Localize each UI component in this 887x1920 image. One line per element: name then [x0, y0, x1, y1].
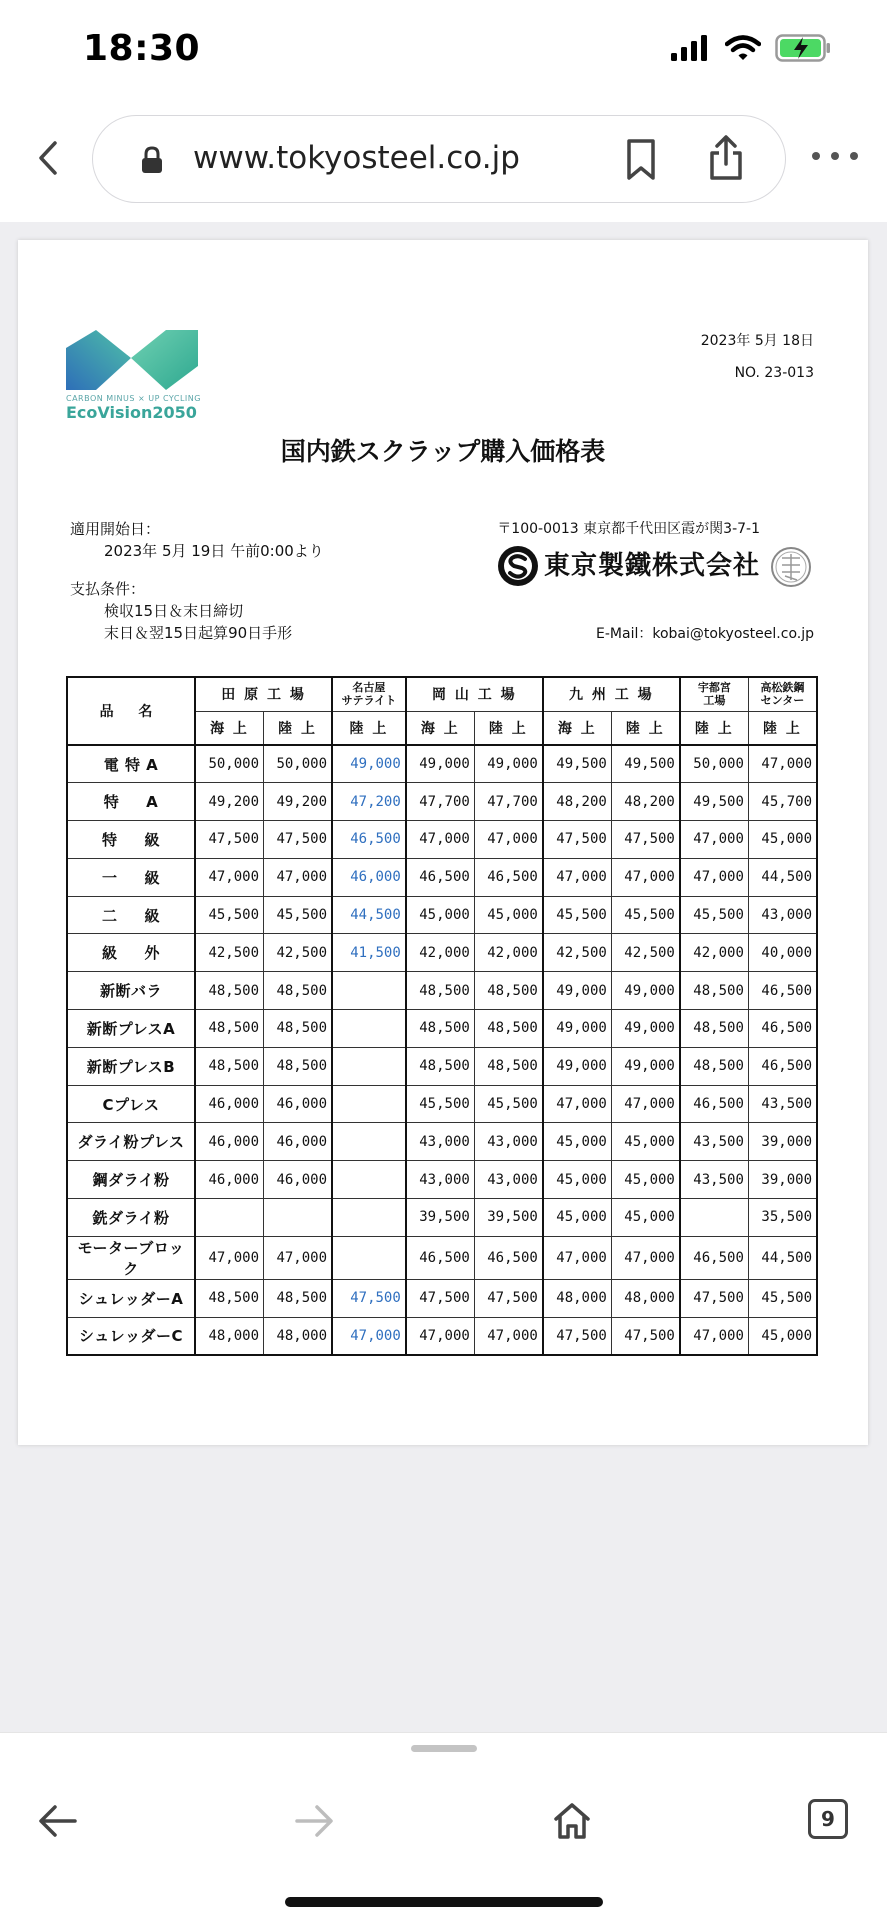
price-cell: 45,500: [680, 896, 749, 934]
price-cell: 47,000: [264, 1236, 333, 1279]
price-cell: 49,000: [543, 1047, 612, 1085]
price-cell: 39,500: [406, 1199, 475, 1237]
plant-header-kyushu: 九 州 工 場: [543, 677, 680, 711]
price-cell: 42,500: [611, 934, 680, 972]
table-row: [67, 1161, 817, 1199]
start-date-label: 適用開始日：: [70, 520, 161, 538]
price-cell: 47,000: [543, 1085, 612, 1123]
price-cell: 48,200: [611, 783, 680, 821]
company-seal-icon: [770, 546, 812, 588]
price-cell: 45,000: [474, 896, 543, 934]
land-header: 陸 上: [680, 711, 749, 745]
share-button[interactable]: [707, 134, 751, 182]
document-date: 2023年 5月 18日: [700, 333, 814, 349]
item-name-cell: シュレッダーA: [67, 1279, 195, 1317]
price-cell: 46,500: [748, 1010, 817, 1048]
price-cell: 47,500: [543, 821, 612, 859]
price-cell: 49,000: [611, 1010, 680, 1048]
price-cell: 49,000: [474, 745, 543, 783]
land-header: 陸 上: [748, 711, 817, 745]
sheet-grabber[interactable]: [411, 1745, 477, 1752]
price-cell: 46,500: [748, 1047, 817, 1085]
price-cell: 49,200: [195, 783, 264, 821]
lock-icon: [141, 146, 163, 174]
chevron-left-icon: [37, 140, 59, 176]
item-name-cell: シュレッダーC: [67, 1317, 195, 1355]
item-name-cell: 特 A: [67, 783, 195, 821]
plant-header-nagoya: 名古屋 サテライト: [332, 677, 406, 711]
price-cell: [332, 1047, 406, 1085]
home-indicator: [285, 1897, 603, 1907]
price-cell: 50,000: [680, 745, 749, 783]
plant-header-tahara: 田 原 工 場: [195, 677, 332, 711]
plant-header-utsunomiya: 宇都宮 工場: [680, 677, 749, 711]
contact-email: E-Mail：kobai@tokyosteel.co.jp: [596, 626, 814, 642]
price-cell: 47,000: [611, 1085, 680, 1123]
status-time: 18:30: [83, 28, 201, 69]
price-cell: 47,700: [474, 783, 543, 821]
status-icons: [671, 34, 831, 62]
price-cell: 47,000: [543, 1236, 612, 1279]
price-cell: 49,500: [611, 745, 680, 783]
table-row: [67, 1047, 817, 1085]
price-cell: 45,500: [195, 896, 264, 934]
price-cell: 50,000: [195, 745, 264, 783]
price-cell: 45,000: [611, 1123, 680, 1161]
table-row: [67, 1123, 817, 1161]
price-cell: [332, 1010, 406, 1048]
price-cell: 48,500: [195, 1279, 264, 1317]
table-row: [67, 821, 817, 859]
price-cell: 42,000: [680, 934, 749, 972]
price-cell: 48,500: [264, 1010, 333, 1048]
price-cell: 49,200: [264, 783, 333, 821]
price-cell: 47,500: [611, 1317, 680, 1355]
price-cell: 47,200: [332, 783, 406, 821]
price-cell: 42,500: [264, 934, 333, 972]
price-cell: 48,500: [406, 1047, 475, 1085]
price-cell: 46,000: [195, 1085, 264, 1123]
table-row: [67, 1317, 817, 1355]
price-cell: 40,000: [748, 934, 817, 972]
price-cell: 49,500: [543, 745, 612, 783]
payment-terms-label: 支払条件：: [70, 580, 146, 598]
price-cell: 48,500: [474, 972, 543, 1010]
price-cell: 43,000: [406, 1123, 475, 1161]
price-cell: 48,500: [680, 972, 749, 1010]
price-cell: 44,500: [332, 896, 406, 934]
table-row: [67, 1010, 817, 1048]
logo-name: EcoVision2050: [66, 403, 197, 422]
item-name-cell: 二 級: [67, 896, 195, 934]
price-cell: [332, 1123, 406, 1161]
table-row: [67, 934, 817, 972]
tabs-button[interactable]: 9: [808, 1799, 848, 1839]
bookmark-icon: [623, 138, 659, 182]
company-name: 東京製鐵株式会社: [544, 551, 761, 581]
price-cell: 47,000: [611, 858, 680, 896]
price-table-body: [67, 745, 817, 1355]
price-cell: 41,500: [332, 934, 406, 972]
table-row: [67, 1279, 817, 1317]
price-cell: 46,500: [474, 858, 543, 896]
price-cell: 47,000: [195, 858, 264, 896]
price-cell: 48,000: [543, 1279, 612, 1317]
item-name-cell: 鋼ダライ粉: [67, 1161, 195, 1199]
price-cell: 49,000: [543, 972, 612, 1010]
price-cell: 43,000: [474, 1161, 543, 1199]
battery-charging-icon: [775, 34, 831, 62]
browser-back-button[interactable]: [28, 138, 68, 178]
price-cell: 45,500: [406, 1085, 475, 1123]
item-name-cell: 一 級: [67, 858, 195, 896]
price-cell: 44,500: [748, 1236, 817, 1279]
price-cell: 48,500: [680, 1010, 749, 1048]
price-cell: [264, 1199, 333, 1237]
company-address: 〒100-0013 東京都千代田区霞が関3-7-1: [497, 521, 760, 537]
item-name-cell: 新断プレスA: [67, 1010, 195, 1048]
price-cell: 46,500: [474, 1236, 543, 1279]
price-cell: [332, 1161, 406, 1199]
wifi-icon: [725, 35, 761, 61]
sea-header: 海 上: [543, 711, 612, 745]
price-cell: 48,000: [195, 1317, 264, 1355]
sea-header: 海 上: [406, 711, 475, 745]
price-cell: 43,000: [406, 1161, 475, 1199]
price-cell: 47,500: [680, 1279, 749, 1317]
table-row: [67, 1236, 817, 1279]
plant-header-takamatsu: 高松鉄鋼 センター: [748, 677, 817, 711]
price-cell: 46,000: [264, 1161, 333, 1199]
price-cell: 49,500: [680, 783, 749, 821]
price-cell: 49,000: [332, 745, 406, 783]
price-cell: 47,500: [195, 821, 264, 859]
price-cell: 45,000: [543, 1123, 612, 1161]
price-cell: 48,500: [264, 972, 333, 1010]
land-header: 陸 上: [611, 711, 680, 745]
price-cell: 47,000: [680, 1317, 749, 1355]
arrow-right-icon: [294, 1804, 334, 1838]
price-cell: 47,000: [611, 1236, 680, 1279]
share-icon: [707, 134, 745, 182]
item-name-cell: 銑ダライ粉: [67, 1199, 195, 1237]
price-cell: 46,500: [748, 972, 817, 1010]
more-dots-icon: [812, 152, 820, 160]
price-cell: 50,000: [264, 745, 333, 783]
price-cell: 39,000: [748, 1161, 817, 1199]
price-cell: 48,500: [474, 1010, 543, 1048]
start-date-value: 2023年 5月 19日 午前0:00より: [104, 542, 324, 560]
price-cell: [332, 972, 406, 1010]
price-cell: 49,000: [611, 1047, 680, 1085]
status-bar: [0, 0, 887, 100]
price-cell: 46,500: [332, 821, 406, 859]
price-cell: 42,500: [543, 934, 612, 972]
table-row: [67, 972, 817, 1010]
price-cell: 42,000: [406, 934, 475, 972]
price-cell: 47,500: [543, 1317, 612, 1355]
price-cell: 46,500: [406, 1236, 475, 1279]
price-cell: 46,500: [680, 1085, 749, 1123]
price-cell: 48,500: [195, 1047, 264, 1085]
item-name-cell: Cプレス: [67, 1085, 195, 1123]
price-cell: 47,000: [406, 1317, 475, 1355]
price-cell: 45,500: [748, 1279, 817, 1317]
land-header: 陸 上: [264, 711, 333, 745]
item-name-cell: 級 外: [67, 934, 195, 972]
pdf-document-page: [18, 240, 868, 1445]
price-cell: 49,000: [611, 972, 680, 1010]
land-header: 陸 上: [474, 711, 543, 745]
price-cell: 47,500: [474, 1279, 543, 1317]
price-cell: 47,000: [474, 1317, 543, 1355]
cellular-signal-icon: [671, 35, 711, 61]
price-cell: 45,000: [611, 1199, 680, 1237]
sea-header: 海 上: [195, 711, 264, 745]
price-cell: 45,000: [543, 1161, 612, 1199]
item-name-cell: モーターブロック: [67, 1236, 195, 1279]
price-cell: [680, 1199, 749, 1237]
price-cell: 47,700: [406, 783, 475, 821]
payment-terms-line2: 末日＆翌15日起算90日手形: [104, 624, 293, 642]
document-title: 国内鉄スクラップ購入価格表: [280, 437, 606, 466]
price-cell: 47,500: [611, 821, 680, 859]
price-cell: 45,500: [474, 1085, 543, 1123]
table-row: [67, 858, 817, 896]
price-cell: 47,000: [264, 858, 333, 896]
bookmark-button[interactable]: [623, 138, 667, 182]
price-cell: [332, 1199, 406, 1237]
table-row: [67, 1085, 817, 1123]
arrow-left-icon: [38, 1804, 78, 1838]
table-header-plants: [67, 677, 817, 711]
item-name-cell: 新断プレスB: [67, 1047, 195, 1085]
home-button[interactable]: [544, 1793, 600, 1849]
price-cell: 35,500: [748, 1199, 817, 1237]
price-cell: 47,500: [264, 821, 333, 859]
price-cell: 46,000: [195, 1123, 264, 1161]
price-cell: 45,000: [543, 1199, 612, 1237]
price-cell: 47,000: [680, 858, 749, 896]
item-name-cell: ダライ粉プレス: [67, 1123, 195, 1161]
price-cell: 47,000: [195, 1236, 264, 1279]
price-cell: 45,000: [611, 1161, 680, 1199]
price-cell: 48,500: [195, 972, 264, 1010]
price-cell: 48,200: [543, 783, 612, 821]
price-cell: 48,500: [474, 1047, 543, 1085]
price-cell: 48,500: [264, 1047, 333, 1085]
price-cell: 39,500: [474, 1199, 543, 1237]
price-cell: 48,500: [264, 1279, 333, 1317]
price-cell: 48,000: [611, 1279, 680, 1317]
price-cell: 45,500: [543, 896, 612, 934]
url-text: www.tokyosteel.co.jp: [193, 140, 520, 176]
price-cell: 43,500: [680, 1123, 749, 1161]
price-cell: 49,000: [543, 1010, 612, 1048]
price-cell: 45,700: [748, 783, 817, 821]
table-row: [67, 896, 817, 934]
address-bar[interactable]: [92, 115, 786, 203]
price-cell: 42,500: [195, 934, 264, 972]
land-header: 陸 上: [332, 711, 406, 745]
price-cell: 39,000: [748, 1123, 817, 1161]
price-cell: 46,000: [264, 1085, 333, 1123]
price-cell: 48,500: [406, 972, 475, 1010]
price-cell: 43,500: [748, 1085, 817, 1123]
price-cell: 48,500: [680, 1047, 749, 1085]
item-name-cell: 新断バラ: [67, 972, 195, 1010]
price-cell: 46,000: [332, 858, 406, 896]
price-cell: 45,000: [406, 896, 475, 934]
price-cell: 47,500: [332, 1279, 406, 1317]
forward-button[interactable]: [286, 1793, 342, 1849]
logo-tagline: CARBON MINUS × UP CYCLING: [66, 394, 201, 403]
table-row: [67, 745, 817, 783]
item-name-header: 品 名: [67, 677, 195, 745]
browser-bottom-bar: [0, 1732, 887, 1920]
item-name-cell: 電 特 A: [67, 745, 195, 783]
price-cell: [332, 1236, 406, 1279]
document-number: NO. 23-013: [734, 365, 814, 381]
scrap-price-table: [66, 676, 818, 1356]
price-cell: 45,000: [748, 1317, 817, 1355]
price-cell: 47,000: [748, 745, 817, 783]
table-row: [67, 783, 817, 821]
price-cell: 47,000: [332, 1317, 406, 1355]
price-cell: 48,500: [195, 1010, 264, 1048]
price-cell: 47,000: [680, 821, 749, 859]
browser-toolbar: [0, 100, 887, 222]
price-cell: 46,500: [406, 858, 475, 896]
price-cell: 47,000: [543, 858, 612, 896]
price-cell: 44,500: [748, 858, 817, 896]
price-cell: 46,000: [264, 1123, 333, 1161]
price-cell: 47,500: [406, 1279, 475, 1317]
plant-header-okayama: 岡 山 工 場: [406, 677, 543, 711]
item-name-cell: 特 級: [67, 821, 195, 859]
price-cell: 43,000: [748, 896, 817, 934]
price-cell: [195, 1199, 264, 1237]
price-cell: 48,000: [264, 1317, 333, 1355]
price-cell: 43,000: [474, 1123, 543, 1161]
price-cell: 48,500: [406, 1010, 475, 1048]
price-cell: 49,000: [406, 745, 475, 783]
price-cell: 46,500: [680, 1236, 749, 1279]
price-cell: 45,500: [264, 896, 333, 934]
price-cell: 43,500: [680, 1161, 749, 1199]
price-cell: 47,000: [474, 821, 543, 859]
price-cell: 45,000: [748, 821, 817, 859]
price-cell: [332, 1085, 406, 1123]
back-button[interactable]: [30, 1793, 86, 1849]
price-cell: 47,000: [406, 821, 475, 859]
price-cell: 45,500: [611, 896, 680, 934]
company-emblem-icon: [496, 544, 540, 588]
table-row: [67, 1199, 817, 1237]
price-cell: 42,000: [474, 934, 543, 972]
payment-terms-line1: 検収15日＆末日締切: [104, 602, 244, 620]
home-icon: [552, 1801, 592, 1841]
price-cell: 46,000: [195, 1161, 264, 1199]
more-menu-button[interactable]: [812, 152, 858, 166]
